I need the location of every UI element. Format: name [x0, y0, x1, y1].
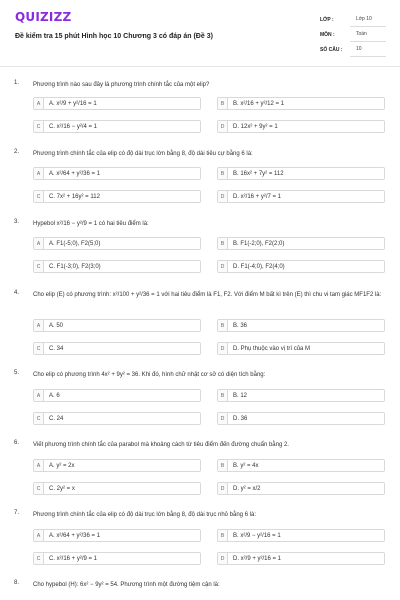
option-b[interactable]: [217, 237, 385, 250]
option-letter: C: [34, 121, 44, 132]
option-d[interactable]: [217, 412, 385, 425]
option-letter: A: [34, 320, 44, 331]
option-letter: C: [34, 261, 44, 272]
option-text: A. 50: [49, 322, 64, 329]
option-letter: D: [218, 191, 228, 202]
option-letter: A: [34, 238, 44, 249]
option-letter: A: [34, 98, 44, 109]
option-text: B. x²/9 − y²/16 = 1: [233, 532, 281, 539]
meta-row-subject: [320, 27, 386, 42]
question-text: Phương trình nào sau đây là phương trình chính tắc của một elip?: [33, 82, 210, 88]
option-text: B. F1(-2;0), F2(2;0): [233, 240, 285, 247]
option-letter: B: [218, 530, 228, 541]
option-text: D. x²/9 + y²/16 = 1: [233, 555, 282, 562]
option-c[interactable]: [33, 412, 201, 425]
option-text: A. x²/64 + y²/36 = 1: [49, 532, 101, 539]
question-text: Cho hypebol (H): 6x² − 9y² = 54. Phương trình một đường tiệm cận là:: [33, 582, 220, 588]
option-text: D. F1(-4;0), F2(4;0): [233, 263, 285, 270]
meta-label: MÔN :: [320, 31, 335, 38]
option-b[interactable]: [217, 167, 385, 180]
option-text: A. F1(-5;0), F2(5;0): [49, 240, 101, 247]
option-text: A. x²/9 + y²/16 = 1: [49, 100, 97, 107]
option-letter: D: [218, 261, 228, 272]
option-d[interactable]: [217, 552, 385, 565]
option-a[interactable]: [33, 459, 201, 472]
option-letter: C: [34, 191, 44, 202]
option-a[interactable]: [33, 529, 201, 542]
option-c[interactable]: [33, 260, 201, 273]
option-d[interactable]: [217, 190, 385, 203]
option-text: C. 24: [49, 415, 64, 422]
question-number: 7.: [14, 510, 20, 516]
meta-value: 10: [350, 42, 386, 57]
option-letter: B: [218, 238, 228, 249]
meta-row-count: [320, 42, 386, 57]
meta-value: Lớp 10: [350, 12, 386, 27]
question-number: 5.: [14, 370, 20, 376]
question-number: 2.: [14, 149, 20, 155]
option-text: C. F1(-3;0), F2(3;0): [49, 263, 101, 270]
question-text: Phương trình chính tắc của elip có độ dài trục lớn bằng 8, độ dài tiêu cự bằng 6 là:: [33, 151, 253, 157]
option-c[interactable]: [33, 120, 201, 133]
option-b[interactable]: [217, 319, 385, 332]
option-letter: C: [34, 343, 44, 354]
meta-label: LỚP :: [320, 16, 334, 23]
option-d[interactable]: [217, 260, 385, 273]
option-text: A. x²/64 + y²/36 = 1: [49, 170, 101, 177]
worksheet-meta: [320, 12, 386, 57]
option-c[interactable]: [33, 190, 201, 203]
option-letter: B: [218, 460, 228, 471]
option-letter: D: [218, 553, 228, 564]
option-d[interactable]: [217, 342, 385, 355]
option-a[interactable]: [33, 97, 201, 110]
option-text: D. Phụ thuộc vào vị trí của M: [233, 345, 311, 352]
question-text: Cho elip có phương trình 4x² + 9y² = 36. Khi đó, hình chữ nhật cơ sở có diện tích bằng:: [33, 372, 266, 378]
option-d[interactable]: [217, 120, 385, 133]
option-letter: B: [218, 98, 228, 109]
option-a[interactable]: [33, 319, 201, 332]
option-a[interactable]: [33, 167, 201, 180]
option-c[interactable]: [33, 552, 201, 565]
meta-label: SỐ CÂU :: [320, 46, 343, 53]
option-letter: D: [218, 343, 228, 354]
option-text: C. 2y² = x: [49, 485, 75, 492]
quizizz-logo: QUIZIZZ: [15, 10, 72, 24]
question-text: Phương trình chính tắc của elip có độ dài trục lớn bằng 8, độ dài trục nhỏ bằng 6 là:: [33, 512, 257, 518]
option-text: B. 16x² + 7y² = 112: [233, 170, 284, 177]
option-letter: B: [218, 390, 228, 401]
option-text: A. y² = 2x: [49, 462, 75, 469]
option-letter: A: [34, 390, 44, 401]
option-a[interactable]: [33, 237, 201, 250]
option-letter: D: [218, 121, 228, 132]
question-text: Cho elip (E) có phương trình: x²/100 + y²/36 = 1 với hai tiêu điểm là F1, F2. Với điểm M bất kì trên (E) thì chu vi tam giác MF1F2 là:: [33, 292, 382, 298]
option-text: C. x²/16 + y²/9 = 1: [49, 555, 98, 562]
option-c[interactable]: [33, 342, 201, 355]
question-text: Viết phương trình chính tắc của parabol mà khoảng cách từ tiêu điểm đến đường chuẩn bằng 2.: [33, 442, 289, 448]
option-letter: C: [34, 483, 44, 494]
option-letter: A: [34, 168, 44, 179]
option-letter: D: [218, 483, 228, 494]
meta-row-class: [320, 12, 386, 27]
meta-value: Toán: [350, 27, 386, 42]
question-number: 6.: [14, 440, 20, 446]
worksheet-title: Đề kiểm tra 15 phút Hình học 10 Chương 3 có đáp án (Đề 3): [15, 33, 213, 40]
option-b[interactable]: [217, 459, 385, 472]
option-b[interactable]: [217, 529, 385, 542]
option-text: D. 12x² + 9y² = 1: [233, 123, 278, 130]
option-text: D. 36: [233, 415, 248, 422]
option-letter: B: [218, 168, 228, 179]
option-text: C. 34: [49, 345, 64, 352]
option-a[interactable]: [33, 389, 201, 402]
option-text: B. 12: [233, 392, 248, 399]
option-d[interactable]: [217, 482, 385, 495]
question-text: Hypebol x²/16 − y²/9 = 1 có hai tiêu điểm là:: [33, 221, 149, 227]
question-number: 8.: [14, 580, 20, 586]
option-letter: C: [34, 553, 44, 564]
option-letter: B: [218, 320, 228, 331]
question-number: 1.: [14, 80, 20, 86]
option-text: B. x²/16 + y²/12 = 1: [233, 100, 285, 107]
option-text: C. 7x² + 16y² = 112: [49, 193, 100, 200]
option-letter: C: [34, 413, 44, 424]
option-c[interactable]: [33, 482, 201, 495]
option-text: C. x²/16 − y²/4 = 1: [49, 123, 98, 130]
worksheet-header: [0, 0, 400, 67]
option-letter: A: [34, 530, 44, 541]
option-letter: A: [34, 460, 44, 471]
option-text: B. y² = 4x: [233, 462, 259, 469]
option-letter: D: [218, 413, 228, 424]
option-b[interactable]: [217, 97, 385, 110]
option-text: D. x²/16 + y²/7 = 1: [233, 193, 282, 200]
option-text: A. 6: [49, 392, 60, 399]
question-number: 3.: [14, 219, 20, 225]
option-b[interactable]: [217, 389, 385, 402]
option-text: B. 36: [233, 322, 248, 329]
question-number: 4.: [14, 290, 20, 296]
option-text: D. y² = x/2: [233, 485, 261, 492]
